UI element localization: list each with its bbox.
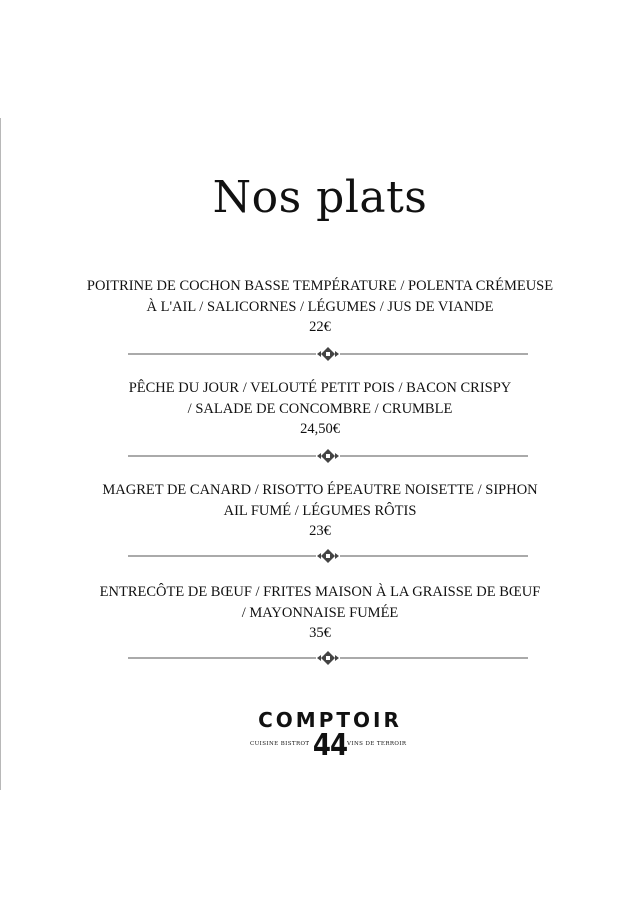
dish-price: 22€	[309, 319, 331, 335]
ornament-divider	[128, 549, 528, 563]
dish-price: 24,50€	[300, 421, 340, 437]
logo-number: 44	[312, 728, 348, 764]
ornament-divider	[128, 651, 528, 665]
dish-item	[0, 480, 640, 582]
dish-description-line: MAGRET DE CANARD / RISOTTO ÉPEAUTRE NOISETTE / SIPHON	[102, 482, 538, 498]
dish-price: 23€	[309, 523, 331, 539]
ornament-divider	[128, 347, 528, 361]
ornament-divider	[128, 449, 528, 463]
dish-description-line: / SALADE DE CONCOMBRE / CRUMBLE	[187, 400, 453, 417]
dish-item	[0, 582, 640, 684]
dish-description-line: / MAYONNAISE FUMÉE	[241, 604, 399, 621]
dish-description-line: À L'AIL / SALICORNES / LÉGUMES / JUS DE VIANDE	[146, 298, 494, 315]
dish-description-line: PÊCHE DU JOUR / VELOUTÉ PETIT POIS / BACON CRISPY	[128, 380, 512, 396]
logo-right-tagline: VINS DE TERROIR	[347, 741, 407, 747]
dish-description-line: POITRINE DE COCHON BASSE TEMPÉRATURE / POLENTA CRÉMEUSE	[86, 278, 554, 294]
dish-price: 35€	[309, 625, 331, 641]
logo-wordmark: COMPTOIR	[258, 708, 402, 732]
dish-description-line: AIL FUMÉ / LÉGUMES RÔTIS	[223, 502, 417, 519]
dish-list	[0, 276, 640, 684]
logo-left-tagline: CUISINE BISTROT	[250, 741, 310, 747]
page-title: Nos plats	[212, 172, 428, 223]
dish-description-line: ENTRECÔTE DE BŒUF / FRITES MAISON À LA GRAISSE DE BŒUF	[99, 584, 541, 600]
dish-item	[0, 276, 640, 378]
dish-item	[0, 378, 640, 480]
